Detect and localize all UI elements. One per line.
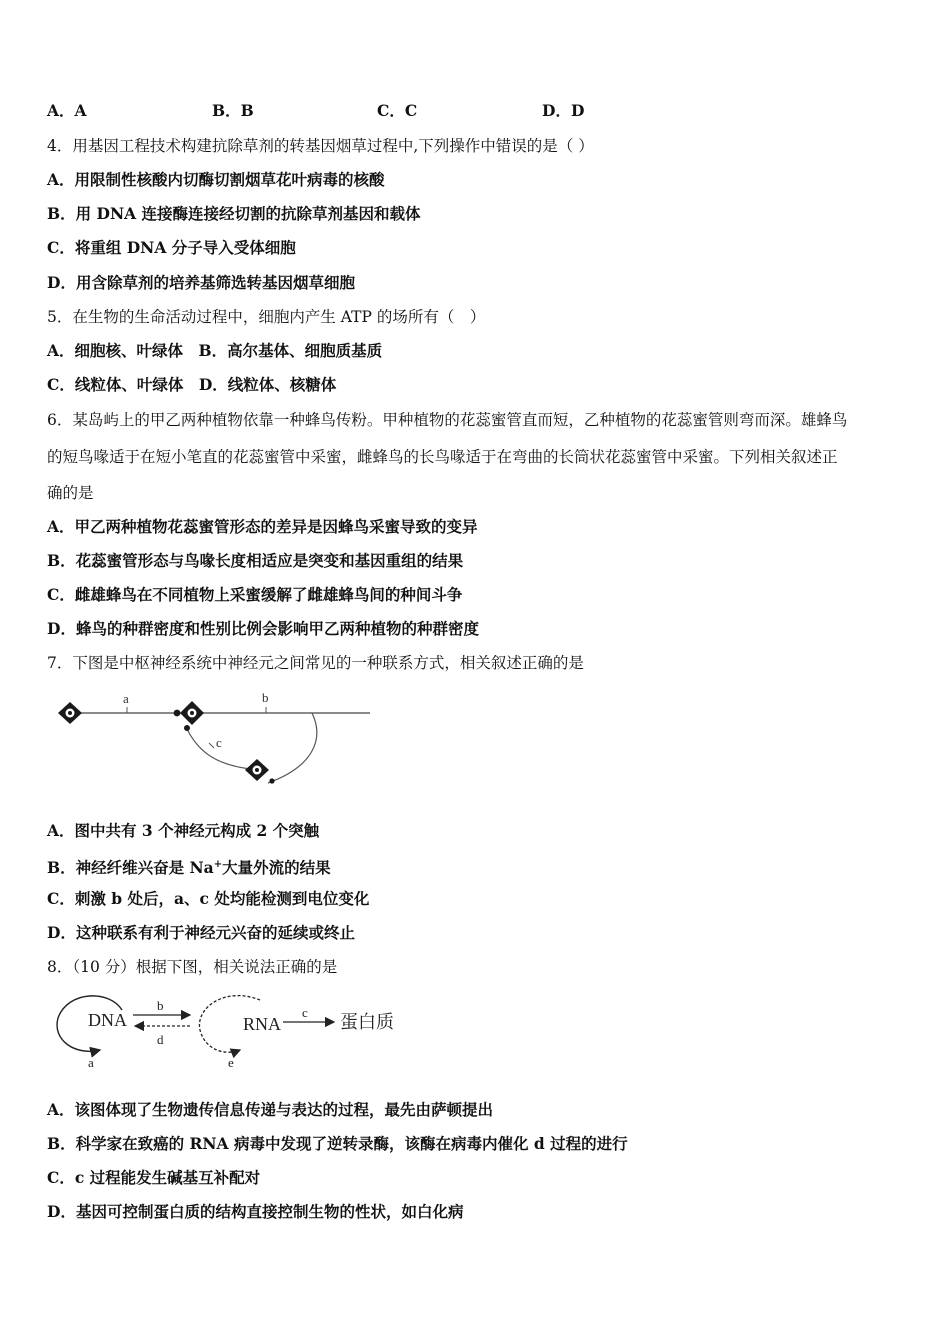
q5-stem: 5．在生物的生命活动过程中，细胞内产生 ATP 的场所有（ ）: [47, 308, 486, 326]
q4-option-b: B．用 DNA 连接酶连接经切割的抗除草剂基因和载体: [47, 204, 421, 223]
synapse-knob-1: [174, 710, 181, 717]
q3-option-c: C．C: [377, 101, 418, 120]
q3-option-d: D．D: [542, 101, 585, 120]
q4-option-a: A．用限制性核酸内切酶切割烟草花叶病毒的核酸: [47, 170, 385, 189]
neuron-1-body: [58, 702, 82, 724]
q3-option-a: A．A: [47, 101, 87, 120]
q7-option-c: C．刺激 b 处后，a、c 处均能检测到电位变化: [47, 889, 370, 908]
q6-stem-line-1: 6．某岛屿上的甲乙两种植物依靠一种蜂鸟传粉。甲种植物的花蕊蜜管直而短，乙种植物的花蕊蜜管则弯而深。雄蜂鸟: [47, 411, 848, 429]
rna-label: RNA: [243, 1014, 282, 1034]
label-d-q8: d: [157, 1032, 164, 1047]
q6-option-b: B．花蕊蜜管形态与鸟喙长度相适应是突变和基因重组的结果: [47, 551, 464, 570]
neuron-2-body: [180, 701, 204, 725]
q4-option-c: C．将重组 DNA 分子导入受体细胞: [47, 238, 296, 257]
q6-option-c: C．雌雄蜂鸟在不同植物上采蜜缓解了雌雄蜂鸟间的种间斗争: [47, 585, 463, 604]
q8-option-a: A．该图体现了生物遗传信息传递与表达的过程，最先由萨顿提出: [47, 1100, 494, 1119]
q8-option-b: B．科学家在致癌的 RNA 病毒中发现了逆转录酶，该酶在病毒内催化 d 过程的进行: [47, 1134, 628, 1153]
label-b-q8: b: [157, 998, 164, 1013]
label-e-q8: e: [228, 1055, 234, 1070]
neuron-3-body: [245, 759, 269, 781]
q8-option-d: D．基因可控制蛋白质的结构直接控制生物的性状，如白化病: [47, 1202, 464, 1221]
q7-option-d: D．这种联系有利于神经元兴奋的延续或终止: [47, 923, 355, 942]
q7-option-b-superscript: +: [213, 859, 223, 870]
q8-stem: 8．（10 分）根据下图，相关说法正确的是: [47, 958, 338, 976]
synapse-knob-2: [184, 725, 190, 731]
q5-options-cd: C．线粒体、叶绿体 D．线粒体、核糖体: [47, 375, 337, 394]
label-b: b: [262, 690, 269, 705]
q5-options-ab: A．细胞核、叶绿体 B．高尔基体、细胞质基质: [47, 341, 383, 360]
protein-label: 蛋白质: [340, 1012, 394, 1032]
q6-option-d: D．蜂鸟的种群密度和性别比例会影响甲乙两种植物的种群密度: [47, 619, 479, 638]
q4-stem: 4．用基因工程技术构建抗除草剂的转基因烟草过程中,下列操作中错误的是（ ）: [47, 137, 594, 155]
central-dogma-diagram: [50, 988, 410, 1073]
q7-option-b: [47, 854, 331, 879]
label-a-q8: a: [88, 1055, 94, 1070]
return-curve: [268, 713, 317, 783]
neuron-diagram: [50, 685, 380, 790]
q6-option-a: A．甲乙两种植物花蕊蜜管形态的差异是因蜂鸟采蜜导致的变异: [47, 517, 478, 536]
q6-stem-line-3: 确的是: [47, 484, 94, 502]
q7-option-a: A．图中共有 3 个神经元构成 2 个突触: [47, 821, 320, 840]
q7-option-b-text: B．神经纤维兴奋是 Na: [47, 858, 214, 878]
q7-option-b-tail: 大量外流的结果: [222, 858, 331, 878]
label-c: c: [216, 735, 222, 750]
dna-label: DNA: [88, 1010, 127, 1030]
q3-option-b: B．B: [212, 101, 254, 120]
q8-option-c: C．c 过程能发生碱基互补配对: [47, 1168, 261, 1187]
label-a: a: [123, 691, 129, 706]
q4-option-d: D．用含除草剂的培养基筛选转基因烟草细胞: [47, 273, 355, 292]
q6-stem-line-2: 的短鸟喙适于在短小笔直的花蕊蜜管中采蜜，雌蜂鸟的长鸟喙适于在弯曲的长筒状花蕊蜜管中采蜜。下列相关叙述正: [47, 448, 838, 466]
q7-stem: 7．下图是中枢神经系统中神经元之间常见的一种联系方式，相关叙述正确的是: [47, 654, 584, 672]
label-c-q8: c: [302, 1005, 308, 1020]
